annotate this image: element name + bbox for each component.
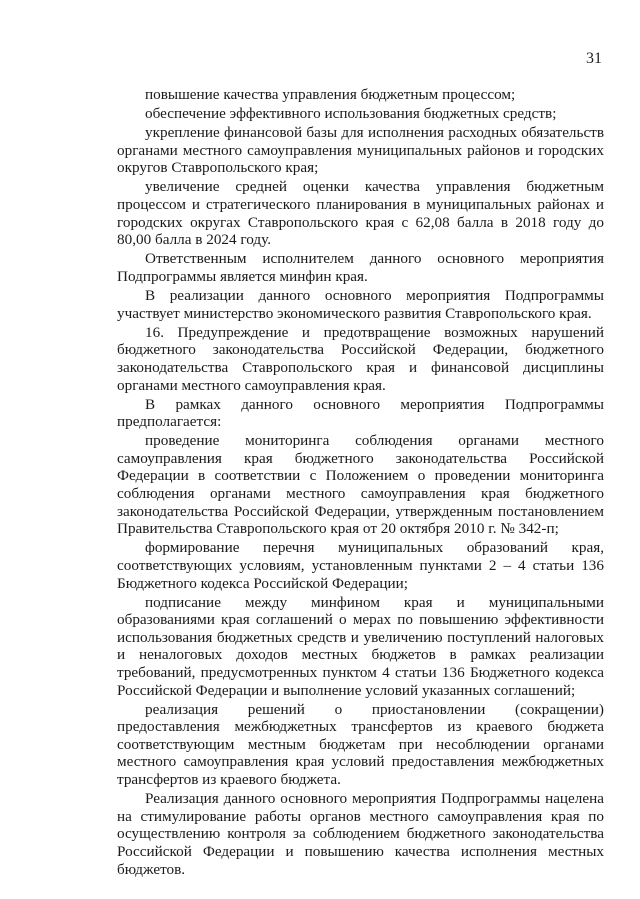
page-number: 31 [586, 50, 602, 67]
paragraph: подписание между минфином края и муниципальными образованиями края соглашений о мерах по повышению эффективности использования бюджетных средств и увеличению поступлений налоговых и неналоговых доходов местных бюджетов в рамках реализации требований, предусмотренных пунктом 4 статьи 136 Бюджетного кодекса Российской Федерации и выполнение условий указанных соглашений; [117, 593, 604, 699]
paragraph: укрепление финансовой базы для исполнения расходных обязательств органами местного самоуправления муниципальных районов и городских округов Ставропольского края; [117, 124, 604, 177]
paragraph: В рамках данного основного мероприятия Подпрограммы предполагается: [117, 395, 604, 431]
paragraph: формирование перечня муниципальных образований края, соответствующих условиям, установленным пунктами 2 – 4 статьи 136 Бюджетного кодекса Российской Федерации; [117, 539, 604, 592]
paragraph: повышение качества управления бюджетным процессом; [145, 86, 516, 103]
paragraph: Ответственным исполнителем данного основного мероприятия Подпрограммы является минфин края. [117, 250, 604, 285]
paragraph: реализация решений о приостановлении (сокращении) предоставления межбюджетных трансфертов из краевого бюджета соответствующим местным бюджетам при несоблюдении органами местного самоуправления края условий предоставления межбюджетных трансфертов из краевого бюджета. [117, 700, 604, 789]
paragraph: В реализации данного основного мероприятия Подпрограммы участвует министерство экономического развития Ставропольского края. [117, 287, 604, 322]
paragraph: проведение мониторинга соблюдения органами местного самоуправления края бюджетного законодательства Российской Федерации в соответствии с Положением о проведении мониторинга соблюдения органами местного самоуправления края бюджетного законодательства Российской Федерации, утвержденным постановлением Правительства Ставропольского края от 20 октября 2010 г. № 342-п; [117, 432, 604, 538]
paragraph: увеличение средней оценки качества управления бюджетным процессом и стратегического планирования в муниципальных районах и городских округах Ставропольского края с 62,08 балла в 2018 году до 80,00 балла в 2024 году. [117, 178, 604, 249]
paragraph: 16. Предупреждение и предотвращение возможных нарушений бюджетного законодательства Российской Федерации, бюджетного законодательства Ставропольского края и финансовой дисциплины органами местного самоуправления края. [117, 323, 604, 394]
paragraph: обеспечение эффективного использования бюджетных средств; [145, 105, 557, 123]
paragraph: Реализация данного основного мероприятия Подпрограммы нацелена на стимулирование работы органов местного самоуправления края по осуществлению контроля за соблюдением бюджетного законодательства Российской Федерации и повышению качества исполнения местных бюджетов. [117, 790, 604, 878]
document-body [117, 86, 604, 880]
